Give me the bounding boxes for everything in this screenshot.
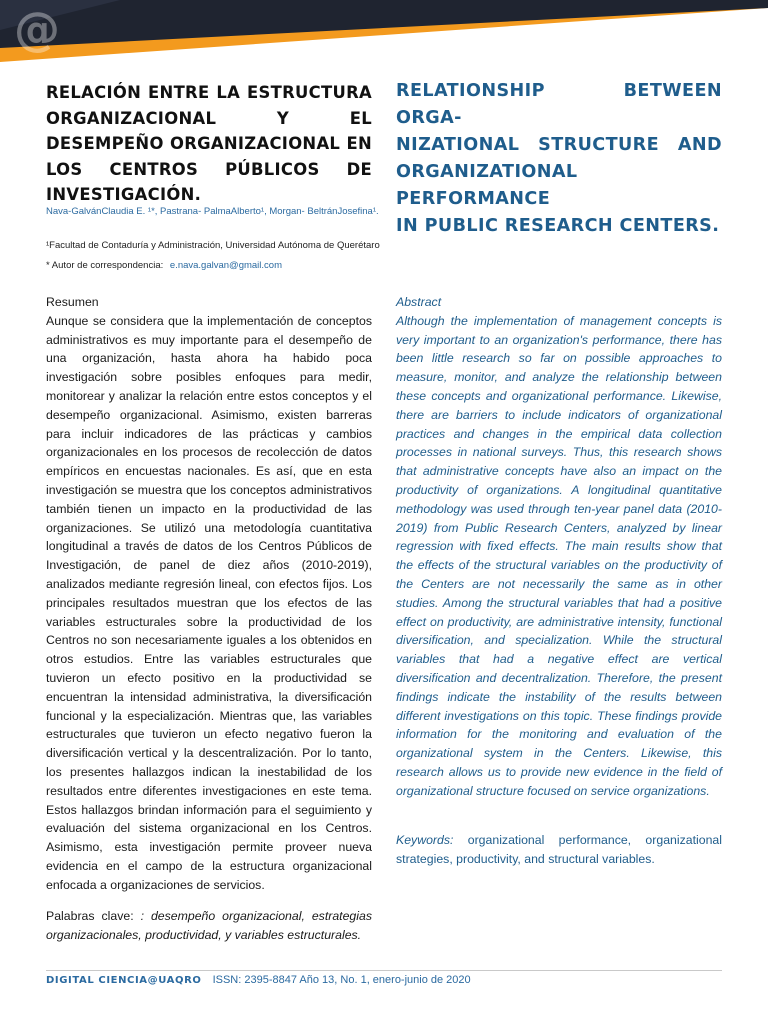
journal-brand: DIGITAL CIENCIA@UAQRO	[46, 975, 202, 986]
header-banner	[0, 0, 768, 62]
keywords-spanish	[46, 907, 372, 945]
title-en-line: RELATIONSHIP BETWEEN ORGA-	[396, 81, 722, 128]
abstract-english	[396, 293, 722, 801]
keywords-es-label: Palabras clave:	[46, 909, 141, 923]
footer-divider	[46, 970, 722, 971]
keywords-en-label: Keywords:	[396, 833, 454, 847]
title-english-lines	[396, 78, 722, 240]
keywords-english	[396, 831, 722, 869]
footer	[46, 974, 471, 986]
title-spanish: RELACIÓN ENTRE LA ESTRUCTURA ORGANIZACIONAL Y EL DESEMPEÑO ORGANIZACIONAL EN LOS CENTROS PÚBLICOS DE INVESTIGACIÓN.	[46, 83, 372, 204]
abstract-spanish	[46, 293, 372, 895]
abstract-en-label: Abstract	[396, 295, 442, 309]
keywords-es-terms: : desempeño organizacional, estrategias organizacionales, productividad, y variables estructurales.	[46, 909, 372, 942]
affiliation: ¹Facultad de Contaduría y Administración, Universidad Autónoma de Querétaro	[46, 240, 380, 251]
keywords-en-terms: organizational performance, organizational strategies, productivity, and structural variables.	[396, 833, 722, 866]
at-sign-icon: @	[14, 2, 60, 56]
issn: ISSN: 2395-8847	[212, 974, 297, 986]
author-list: Nava-GalvánClaudia E. ¹*, Pastrana- PalmaAlberto¹, Morgan- BeltránJosefina¹.	[46, 206, 379, 217]
abstract-es-label: Resumen	[46, 295, 99, 309]
title-en-line: IN PUBLIC RESEARCH CENTERS.	[396, 216, 720, 236]
abstract-es-text: Aunque se considera que la implementación de conceptos administrativos es muy importante para el desempeño de una organización, hasta ahora ha habido poca investigación sobre posibles enfoques para medir, monitorear y analizar la relación entre estos conceptos y el desempeño organizacional. Asimismo, existen barreras para incluir indicadores de las prácticas y cambios organizacionales en los procesos de recolección de datos empíricos en encuestas nacionales. Es así, que en esta investigación se muestra que los conceptos administrativos también tienen un impacto en la productividad de las organizaciones. Se utilizó una metodología cuantitativa longitudinal a través de datos de los Centros Públicos de Investigación, de panel de diez años (2010-2019), analizados mediante regresión lineal, con efectos fijos. Los principales resultados muestran que los efectos de las variables estructurales sobre la productividad de los Centros no son necesariamente iguales a los obtenidos en otros estudios. Entre las variables estructurales que tuvieron un efecto positivo en la productividad se encuentran la intensidad administrativa, la diversificación funcional y la especialización. Mientras que, las variables estructurales que tuvieron un efecto negativo fueron la diversificación vertical y la descentralización. Por lo tanto, los presentes hallazgos indican la inestabilidad de los resultados entre diferentes investigaciones en este tema. Estos hallazgos brindan información para el seguimiento y evaluación del sistema organizacional en los Centros. Asimismo, esta investigación permite proveer nueva evidencia en el campo de la estructura organizacional enfocada a organizaciones de servicios.	[46, 313, 372, 892]
issue-info: Año 13, No. 1, enero-junio de 2020	[299, 974, 471, 986]
correspondence	[46, 260, 282, 271]
title-en-line: ORGANIZATIONAL PERFORMANCE	[396, 162, 578, 209]
title-en-line: NIZATIONAL STRUCTURE AND	[396, 135, 722, 155]
correspondence-email[interactable]: e.nava.galvan@gmail.com	[169, 260, 282, 271]
abstract-en-text: Although the implementation of management concepts is very important to an organization's performance, there has been little research so far on possible approaches to measure, monitor, and analyze the relationship between these concepts and organizational performance. Likewise, there are barriers to include indicators of organizational practices and changes in the empirical data collection processes in national surveys. Thus, this research shows that administrative concepts have also an impact on the productivity of organizations. A longitudinal quantitative methodology was used through ten-year panel data (2010-2019) from Public Research Centers, analyzed by linear regression with fixed effects. The main results show that the effects of the structural variables on the productivity of the Centers are not necessarily the same as in other studies. Among the structural variables that had a positive effect on productivity, are administrative intensity, functional diversification, and specialization. While the structural variables that had a negative effect are vertical diversification and decentralization. Therefore, the present findings indicate the instability of the results between different investigations on this topic. These findings provide information for the monitoring and evaluation of the organizational system in the Centers. Likewise, this research allows us to provide new evidence in the field of organizational structure focused on service organizations.	[396, 313, 722, 798]
correspondence-label: * Autor de correspondencia:	[46, 260, 164, 271]
